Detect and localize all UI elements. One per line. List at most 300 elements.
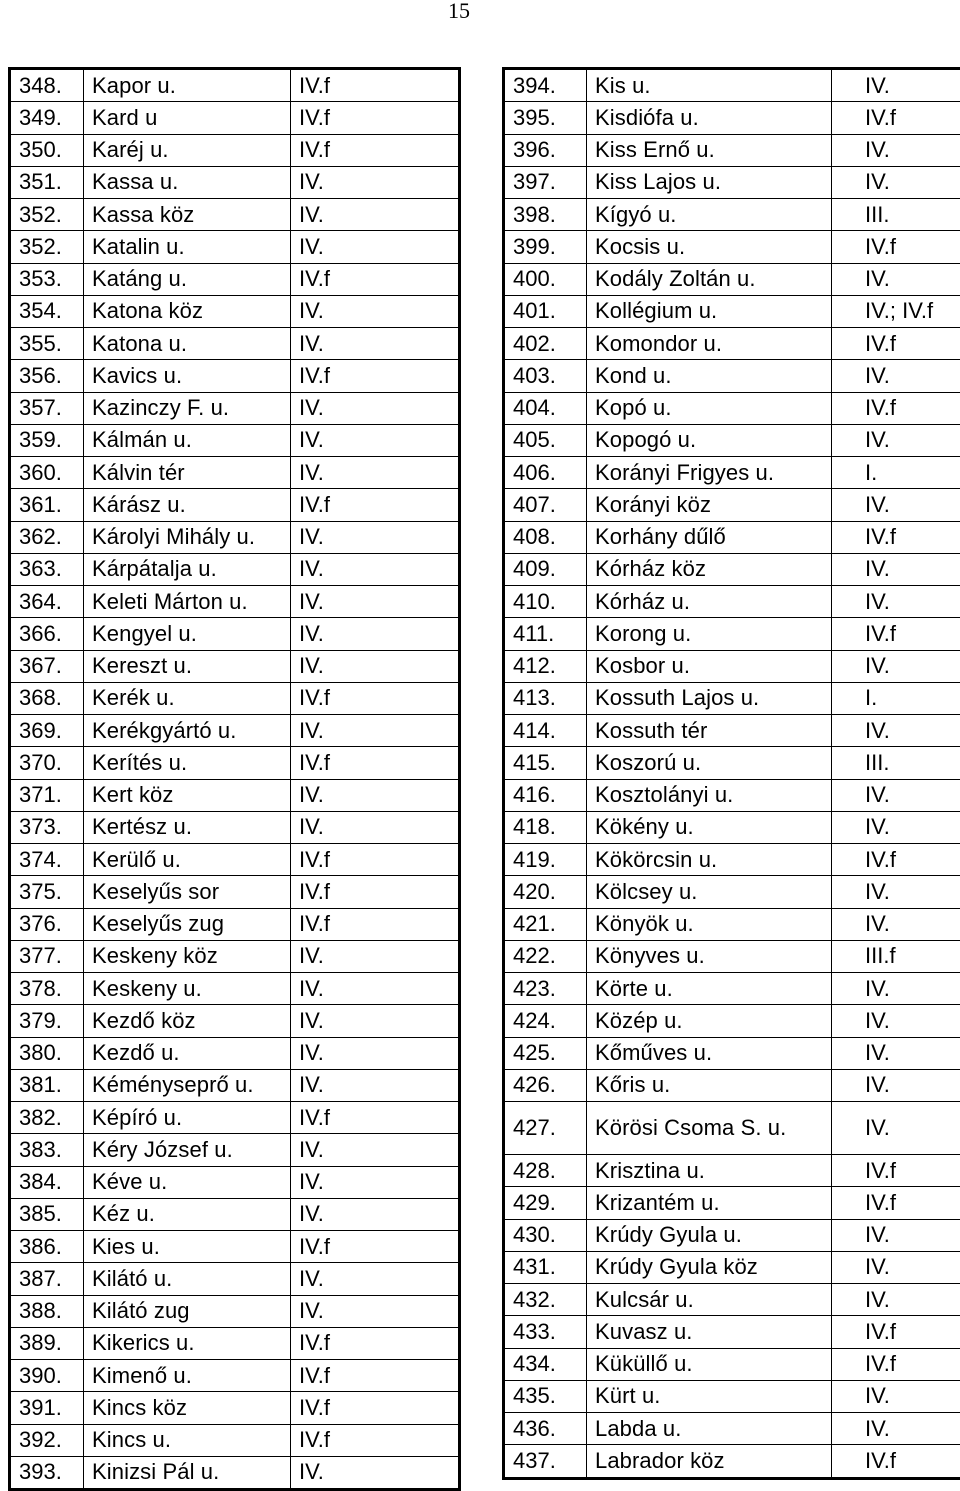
district: IV.	[832, 134, 960, 166]
row-number: 371.	[10, 779, 84, 811]
street-name: Kálmán u.	[84, 424, 291, 456]
street-name: Kiss Lajos u.	[587, 166, 832, 198]
district: IV.f	[832, 1316, 960, 1348]
row-number: 386.	[10, 1231, 84, 1263]
district: IV.	[291, 1069, 460, 1101]
street-name: Kerékgyártó u.	[84, 715, 291, 747]
row-number: 433.	[504, 1316, 587, 1348]
table-row	[10, 650, 460, 682]
table-row	[504, 908, 960, 940]
street-name: Károlyi Mihály u.	[84, 521, 291, 553]
table-row	[504, 973, 960, 1005]
row-number: 396.	[504, 134, 587, 166]
row-number: 357.	[10, 392, 84, 424]
district: IV.	[291, 166, 460, 198]
street-name: Kéményseprő u.	[84, 1069, 291, 1101]
row-number: 395.	[504, 102, 587, 134]
row-number: 416.	[504, 779, 587, 811]
district: IV.	[832, 1069, 960, 1101]
street-name: Kerék u.	[84, 682, 291, 714]
table-row	[10, 1360, 460, 1392]
table-row	[10, 424, 460, 456]
district: IV.f	[291, 263, 460, 295]
district: IV.f	[291, 134, 460, 166]
street-name: Kígyó u.	[587, 199, 832, 231]
row-number: 383.	[10, 1134, 84, 1166]
street-name: Körösi Csoma S. u.	[587, 1102, 832, 1155]
district: IV.	[291, 457, 460, 489]
table-row	[504, 844, 960, 876]
district: IV.f	[291, 1102, 460, 1134]
table-row	[504, 1251, 960, 1283]
district: IV.	[291, 811, 460, 843]
table-row	[504, 811, 960, 843]
row-number: 425.	[504, 1037, 587, 1069]
street-name: Kuvasz u.	[587, 1316, 832, 1348]
street-name: Korányi Frigyes u.	[587, 457, 832, 489]
district: IV.f	[291, 747, 460, 779]
district: IV.	[832, 1380, 960, 1412]
street-name: Kéz u.	[84, 1198, 291, 1230]
street-name: Keskeny köz	[84, 940, 291, 972]
district: IV.f	[832, 1445, 960, 1478]
district: IV.	[291, 779, 460, 811]
table-row	[504, 1187, 960, 1219]
street-name: Keselyűs zug	[84, 908, 291, 940]
row-number: 432.	[504, 1284, 587, 1316]
table-row	[504, 489, 960, 521]
row-number: 368.	[10, 682, 84, 714]
table-row	[10, 328, 460, 360]
table-row	[10, 1327, 460, 1359]
table-row	[10, 102, 460, 134]
row-number: 411.	[504, 618, 587, 650]
table-row	[10, 1069, 460, 1101]
table-row	[504, 134, 960, 166]
table-row	[10, 1005, 460, 1037]
row-number: 388.	[10, 1295, 84, 1327]
row-number: 406.	[504, 457, 587, 489]
district: IV.	[291, 618, 460, 650]
row-number: 352.	[10, 199, 84, 231]
district: IV.f	[291, 489, 460, 521]
street-name: Kórház u.	[587, 586, 832, 618]
table-row	[10, 1037, 460, 1069]
district: IV.f	[832, 231, 960, 263]
district: IV.	[291, 1037, 460, 1069]
row-number: 404.	[504, 392, 587, 424]
table-row	[10, 1456, 460, 1489]
street-name: Kárász u.	[84, 489, 291, 521]
row-number: 377.	[10, 940, 84, 972]
district: IV.	[291, 1295, 460, 1327]
table-row	[504, 1155, 960, 1187]
table-row	[10, 1263, 460, 1295]
row-number: 360.	[10, 457, 84, 489]
district: IV.	[291, 1134, 460, 1166]
table-row	[10, 715, 460, 747]
row-number: 429.	[504, 1187, 587, 1219]
street-name: Labrador köz	[587, 1445, 832, 1478]
district: IV.	[291, 586, 460, 618]
row-number: 420.	[504, 876, 587, 908]
district: IV.	[291, 199, 460, 231]
row-number: 423.	[504, 973, 587, 1005]
district: IV.	[832, 489, 960, 521]
district: I.	[832, 457, 960, 489]
street-name: Kincs köz	[84, 1392, 291, 1424]
row-number: 401.	[504, 295, 587, 327]
street-name: Kincs u.	[84, 1424, 291, 1456]
district: IV.	[291, 940, 460, 972]
row-number: 375.	[10, 876, 84, 908]
street-name: Korányi köz	[587, 489, 832, 521]
district: III.	[832, 199, 960, 231]
table-row	[504, 618, 960, 650]
district: IV.	[291, 1166, 460, 1198]
district: IV.f	[832, 102, 960, 134]
district: IV.	[832, 553, 960, 585]
district: IV.f	[291, 682, 460, 714]
row-number: 427.	[504, 1102, 587, 1155]
table-row	[10, 586, 460, 618]
district: IV.	[291, 295, 460, 327]
table-row	[10, 1134, 460, 1166]
street-name: Korong u.	[587, 618, 832, 650]
district: IV.	[832, 811, 960, 843]
district: IV.	[832, 69, 960, 102]
row-number: 374.	[10, 844, 84, 876]
row-number: 382.	[10, 1102, 84, 1134]
street-name: Keselyűs sor	[84, 876, 291, 908]
district: IV.	[291, 1198, 460, 1230]
row-number: 378.	[10, 973, 84, 1005]
table-row	[10, 1166, 460, 1198]
street-name: Kőris u.	[587, 1069, 832, 1101]
table-row	[504, 1380, 960, 1412]
row-number: 350.	[10, 134, 84, 166]
district: IV.f	[291, 1360, 460, 1392]
district: IV.	[832, 973, 960, 1005]
district: IV.	[291, 1263, 460, 1295]
row-number: 373.	[10, 811, 84, 843]
table-row	[10, 779, 460, 811]
row-number: 392.	[10, 1424, 84, 1456]
row-number: 384.	[10, 1166, 84, 1198]
street-name: Kertész u.	[84, 811, 291, 843]
table-row	[10, 69, 460, 102]
table-row	[504, 69, 960, 102]
row-number: 367.	[10, 650, 84, 682]
table-row	[504, 1445, 960, 1478]
row-number: 398.	[504, 199, 587, 231]
row-number: 369.	[10, 715, 84, 747]
row-number: 391.	[10, 1392, 84, 1424]
row-number: 430.	[504, 1219, 587, 1251]
district: IV.f	[291, 844, 460, 876]
street-name: Kapor u.	[84, 69, 291, 102]
district: IV.	[291, 231, 460, 263]
table-row	[504, 553, 960, 585]
table-row	[10, 908, 460, 940]
street-name: Képíró u.	[84, 1102, 291, 1134]
table-row	[10, 1392, 460, 1424]
street-name: Krúdy Gyula u.	[587, 1219, 832, 1251]
row-number: 361.	[10, 489, 84, 521]
district: IV.	[832, 1219, 960, 1251]
table-row	[504, 166, 960, 198]
street-name: Kodály Zoltán u.	[587, 263, 832, 295]
street-name: Kosztolányi u.	[587, 779, 832, 811]
row-number: 407.	[504, 489, 587, 521]
district: IV.f	[291, 69, 460, 102]
row-number: 422.	[504, 940, 587, 972]
table-row	[10, 811, 460, 843]
street-name: Kerülő u.	[84, 844, 291, 876]
street-name: Labda u.	[587, 1413, 832, 1445]
row-number: 434.	[504, 1348, 587, 1380]
street-name: Kilátó zug	[84, 1295, 291, 1327]
street-name: Kereszt u.	[84, 650, 291, 682]
row-number: 393.	[10, 1456, 84, 1489]
row-number: 381.	[10, 1069, 84, 1101]
row-number: 387.	[10, 1263, 84, 1295]
street-name: Kürt u.	[587, 1380, 832, 1412]
street-name: Keskeny u.	[84, 973, 291, 1005]
row-number: 436.	[504, 1413, 587, 1445]
row-number: 415.	[504, 747, 587, 779]
district: I.	[832, 682, 960, 714]
table-row	[504, 1316, 960, 1348]
street-name: Kezdő u.	[84, 1037, 291, 1069]
street-name: Keleti Márton u.	[84, 586, 291, 618]
row-number: 405.	[504, 424, 587, 456]
street-name: Kavics u.	[84, 360, 291, 392]
district: IV.; IV.f	[832, 295, 960, 327]
district: IV.f	[832, 392, 960, 424]
district: IV.f	[832, 618, 960, 650]
street-name: Könyves u.	[587, 940, 832, 972]
table-row	[504, 328, 960, 360]
row-number: 426.	[504, 1069, 587, 1101]
row-number: 424.	[504, 1005, 587, 1037]
row-number: 351.	[10, 166, 84, 198]
district: IV.f	[832, 1348, 960, 1380]
table-row	[504, 231, 960, 263]
street-name: Kálvin tér	[84, 457, 291, 489]
table-row	[10, 1231, 460, 1263]
row-number: 437.	[504, 1445, 587, 1478]
district: IV.f	[291, 1424, 460, 1456]
district: IV.	[832, 876, 960, 908]
district: IV.	[832, 586, 960, 618]
row-number: 352.	[10, 231, 84, 263]
district: IV.	[832, 1005, 960, 1037]
district: IV.	[291, 328, 460, 360]
table-row	[10, 553, 460, 585]
row-number: 399.	[504, 231, 587, 263]
table-row	[504, 295, 960, 327]
row-number: 366.	[10, 618, 84, 650]
street-name: Kökörcsin u.	[587, 844, 832, 876]
street-name: Küküllő u.	[587, 1348, 832, 1380]
street-name: Kinizsi Pál u.	[84, 1456, 291, 1489]
street-name: Kiss Ernő u.	[587, 134, 832, 166]
district: IV.	[832, 263, 960, 295]
district: IV.	[832, 1102, 960, 1155]
table-row	[10, 457, 460, 489]
page-number: 15	[448, 0, 470, 23]
street-name: Krúdy Gyula köz	[587, 1251, 832, 1283]
table-row	[504, 1413, 960, 1445]
street-name: Kisdiófa u.	[587, 102, 832, 134]
street-name: Kőműves u.	[587, 1037, 832, 1069]
table-row	[504, 650, 960, 682]
table-row	[10, 1295, 460, 1327]
district: IV.	[832, 650, 960, 682]
street-name: Kassa köz	[84, 199, 291, 231]
table-row	[504, 102, 960, 134]
row-number: 376.	[10, 908, 84, 940]
street-name: Kikerics u.	[84, 1327, 291, 1359]
district: IV.f	[832, 844, 960, 876]
street-name: Kerítés u.	[84, 747, 291, 779]
district: IV.	[291, 1456, 460, 1489]
row-number: 362.	[10, 521, 84, 553]
table-row	[10, 1102, 460, 1134]
table-row	[504, 424, 960, 456]
table-row	[504, 1348, 960, 1380]
district: IV.	[832, 779, 960, 811]
table-row	[504, 521, 960, 553]
row-number: 413.	[504, 682, 587, 714]
table-row	[10, 166, 460, 198]
street-name: Kies u.	[84, 1231, 291, 1263]
row-number: 380.	[10, 1037, 84, 1069]
table-row	[10, 682, 460, 714]
street-name: Kassa u.	[84, 166, 291, 198]
district: IV.f	[291, 1392, 460, 1424]
district: III.	[832, 747, 960, 779]
district: IV.f	[291, 908, 460, 940]
district: III.f	[832, 940, 960, 972]
street-name: Körte u.	[587, 973, 832, 1005]
street-name: Katalin u.	[84, 231, 291, 263]
street-name: Kulcsár u.	[587, 1284, 832, 1316]
row-number: 403.	[504, 360, 587, 392]
table-row	[10, 199, 460, 231]
row-number: 409.	[504, 553, 587, 585]
street-name: Kölcsey u.	[587, 876, 832, 908]
table-row	[504, 876, 960, 908]
street-name: Kórház köz	[587, 553, 832, 585]
street-name: Katona köz	[84, 295, 291, 327]
table-row	[504, 1284, 960, 1316]
street-name: Kimenő u.	[84, 1360, 291, 1392]
row-number: 394.	[504, 69, 587, 102]
street-name: Kazinczy F. u.	[84, 392, 291, 424]
street-name: Kard u	[84, 102, 291, 134]
table-row	[504, 715, 960, 747]
street-name: Kosbor u.	[587, 650, 832, 682]
street-table-left	[8, 67, 461, 1491]
row-number: 435.	[504, 1380, 587, 1412]
row-number: 348.	[10, 69, 84, 102]
district: IV.	[291, 392, 460, 424]
table-row	[504, 586, 960, 618]
district: IV.	[832, 715, 960, 747]
row-number: 400.	[504, 263, 587, 295]
district: IV.	[832, 1284, 960, 1316]
district: IV.	[832, 1413, 960, 1445]
table-row	[10, 134, 460, 166]
table-row	[504, 1037, 960, 1069]
row-number: 389.	[10, 1327, 84, 1359]
street-table-right	[502, 67, 960, 1480]
district: IV.	[291, 1005, 460, 1037]
street-name: Kossuth Lajos u.	[587, 682, 832, 714]
row-number: 402.	[504, 328, 587, 360]
table-row	[10, 876, 460, 908]
table-row	[504, 682, 960, 714]
table-row	[504, 779, 960, 811]
row-number: 390.	[10, 1360, 84, 1392]
street-name: Kopó u.	[587, 392, 832, 424]
row-number: 363.	[10, 553, 84, 585]
street-name: Karéj u.	[84, 134, 291, 166]
street-name: Krizantém u.	[587, 1187, 832, 1219]
table-row	[10, 973, 460, 1005]
district: IV.	[832, 1251, 960, 1283]
row-number: 359.	[10, 424, 84, 456]
street-name: Könyök u.	[587, 908, 832, 940]
table-row	[10, 489, 460, 521]
table-row	[504, 1069, 960, 1101]
district: IV.	[291, 424, 460, 456]
table-row	[10, 392, 460, 424]
table-row	[10, 1198, 460, 1230]
table-row	[504, 747, 960, 779]
street-name: Kéry József u.	[84, 1134, 291, 1166]
street-name: Katona u.	[84, 328, 291, 360]
table-row	[10, 263, 460, 295]
table-row	[504, 199, 960, 231]
street-name: Közép u.	[587, 1005, 832, 1037]
table-row	[10, 747, 460, 779]
street-name: Kert köz	[84, 779, 291, 811]
district: IV.	[832, 166, 960, 198]
row-number: 408.	[504, 521, 587, 553]
row-number: 364.	[10, 586, 84, 618]
row-number: 410.	[504, 586, 587, 618]
district: IV.	[832, 908, 960, 940]
street-name: Kökény u.	[587, 811, 832, 843]
row-number: 349.	[10, 102, 84, 134]
district: IV.	[832, 424, 960, 456]
district: IV.	[832, 1037, 960, 1069]
row-number: 353.	[10, 263, 84, 295]
table-row	[10, 940, 460, 972]
row-number: 418.	[504, 811, 587, 843]
district: IV.	[291, 553, 460, 585]
row-number: 356.	[10, 360, 84, 392]
table-row	[504, 360, 960, 392]
street-name: Kilátó u.	[84, 1263, 291, 1295]
row-number: 397.	[504, 166, 587, 198]
table-row	[10, 1424, 460, 1456]
street-name: Kond u.	[587, 360, 832, 392]
street-name: Kocsis u.	[587, 231, 832, 263]
